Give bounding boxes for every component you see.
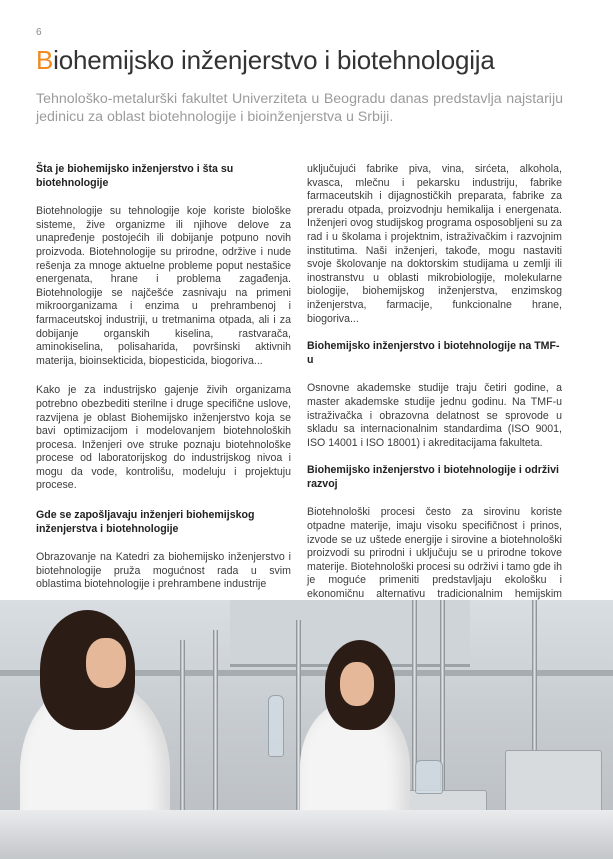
laboratory-photo <box>0 600 613 859</box>
page-number: 6 <box>36 27 42 38</box>
flask <box>415 760 443 794</box>
paragraph-employment-continued: uključujući fabrike piva, vina, sirćeta, alkohola, kvasca, mlečnu i pekarsku industriju, fabrike farmaceutskih i dijagnostičkih preparata, fabrike za preradu otpada, proizvodnju hemikalija i energenata. Inženjeri ovog studijskog programa osposobljeni su za rad i u školama i projektnim, istraživačkim i razvojnim institutima. Naši inženjeri, takođe, mogu nastaviti svoje školovanje na doktorskim studijama u zemlji ili inostranstvu u oblasti mikrobiologije, molekularne biologije, biohemijskog inženjerstva, enzimskog inženjerstva, farmacije, funkcionalne hrane, biogoriva... <box>307 163 562 325</box>
section-heading-employment: Gde se zapošljavaju inženjeri biohemijskog inženjerstva i biotehnologije <box>36 509 255 535</box>
section-heading-what-is: Šta je biohemijsko inženjerstvo i šta su biotehnologije <box>36 163 234 189</box>
paragraph-biotech-definition: Biotehnologije su tehnologije koje koriste biološke sisteme, žive organizme ili njihove delove za unapređenje postojećih ili dobijanje potpuno novih proizvoda. Biotehnologije su prirodne, održive i nude rešenja za mnoge aktuelne probleme poput nestašice energenata, hrane i problema zagađenja. Biotehnologije se najčešće zasnivaju na primeni mikroorganizama i enzima u prehrambenoj i farmaceutskoj industriji, u tretmanima otpada, ali i za dobijanje organskih kiselina, rastvarača, aminokiselina, polisaharida, površinski aktivnih materija, bioinsekticida, biopesticida, biogoriva... <box>36 205 291 367</box>
right-column <box>307 163 562 631</box>
paragraph-employment-start: Obrazovanje na Katedri za biohemijsko inženjerstvo i biotehnologije pruža mogućnost rada u svim oblastima biotehnologije i prehrambene industrije <box>36 551 291 591</box>
paragraph-studies: Osnovne akademske studije traju četiri godine, a master akademske studije jednu godinu. Na TMF-u istraživačka i obrazovna delatnost se sprovode u skladu sa internacionalnim standardima (ISO 9001, ISO 14001 i ISO 18001) i akreditacijama fakulteta. <box>307 382 562 449</box>
title-rest: iohemijsko inženjerstvo i biotehnologija <box>53 45 495 75</box>
page-title <box>36 44 596 76</box>
section-heading-tmf: Biohemijsko inženjerstvo i biotehnologije na TMF-u <box>307 340 560 366</box>
paragraph-biochemical-engineering: Kako je za industrijsko gajenje živih organizama potrebno obezbediti sterilne i druge specifične uslove, razvijena je oblast Biohemijsko inženjerstvo koja se bavi optimizacijom i modelovanjem biotehnoloških procesa. Inženjeri ove struke poznaju biotehnološke procese od laboratorijskog do industrijskog nivoa i mogu da vode, kontrolišu, modeluju i projektuju procese. <box>36 384 291 492</box>
lab-bench <box>0 810 613 859</box>
paragraph-sustainability: Biotehnološki procesi često za sirovinu koriste otpadne materije, imaju visoku specifičnost i prinos, izvode se uz uštede energije i sirovine a biotehnološki proizvodi su prirodni i uključuju se u prirodne tokove materije. Biotehnološki procesi su održivi i tamo gde ih je moguće primeniti predstavljaju ekološku i ekonomičnu alternativu tradicionalnim hemijskim <box>307 506 562 601</box>
section-heading-sustainability: Biohemijsko inženjerstvo i biotehnologije i održivi razvoj <box>307 464 559 490</box>
lab-stand-rod <box>180 640 185 830</box>
lab-stand-rod <box>213 630 218 830</box>
researcher-right-face <box>340 662 374 706</box>
bottle <box>268 695 284 757</box>
lead-paragraph: Tehnološko-metalurški fakultet Univerziteta u Beogradu danas predstavlja najstariju jedinicu za oblast biotehnologije i bioinženjerstva u Srbiji. <box>36 91 563 125</box>
title-initial: B <box>36 45 54 75</box>
left-column <box>36 163 291 608</box>
researcher-left-face <box>86 638 126 688</box>
